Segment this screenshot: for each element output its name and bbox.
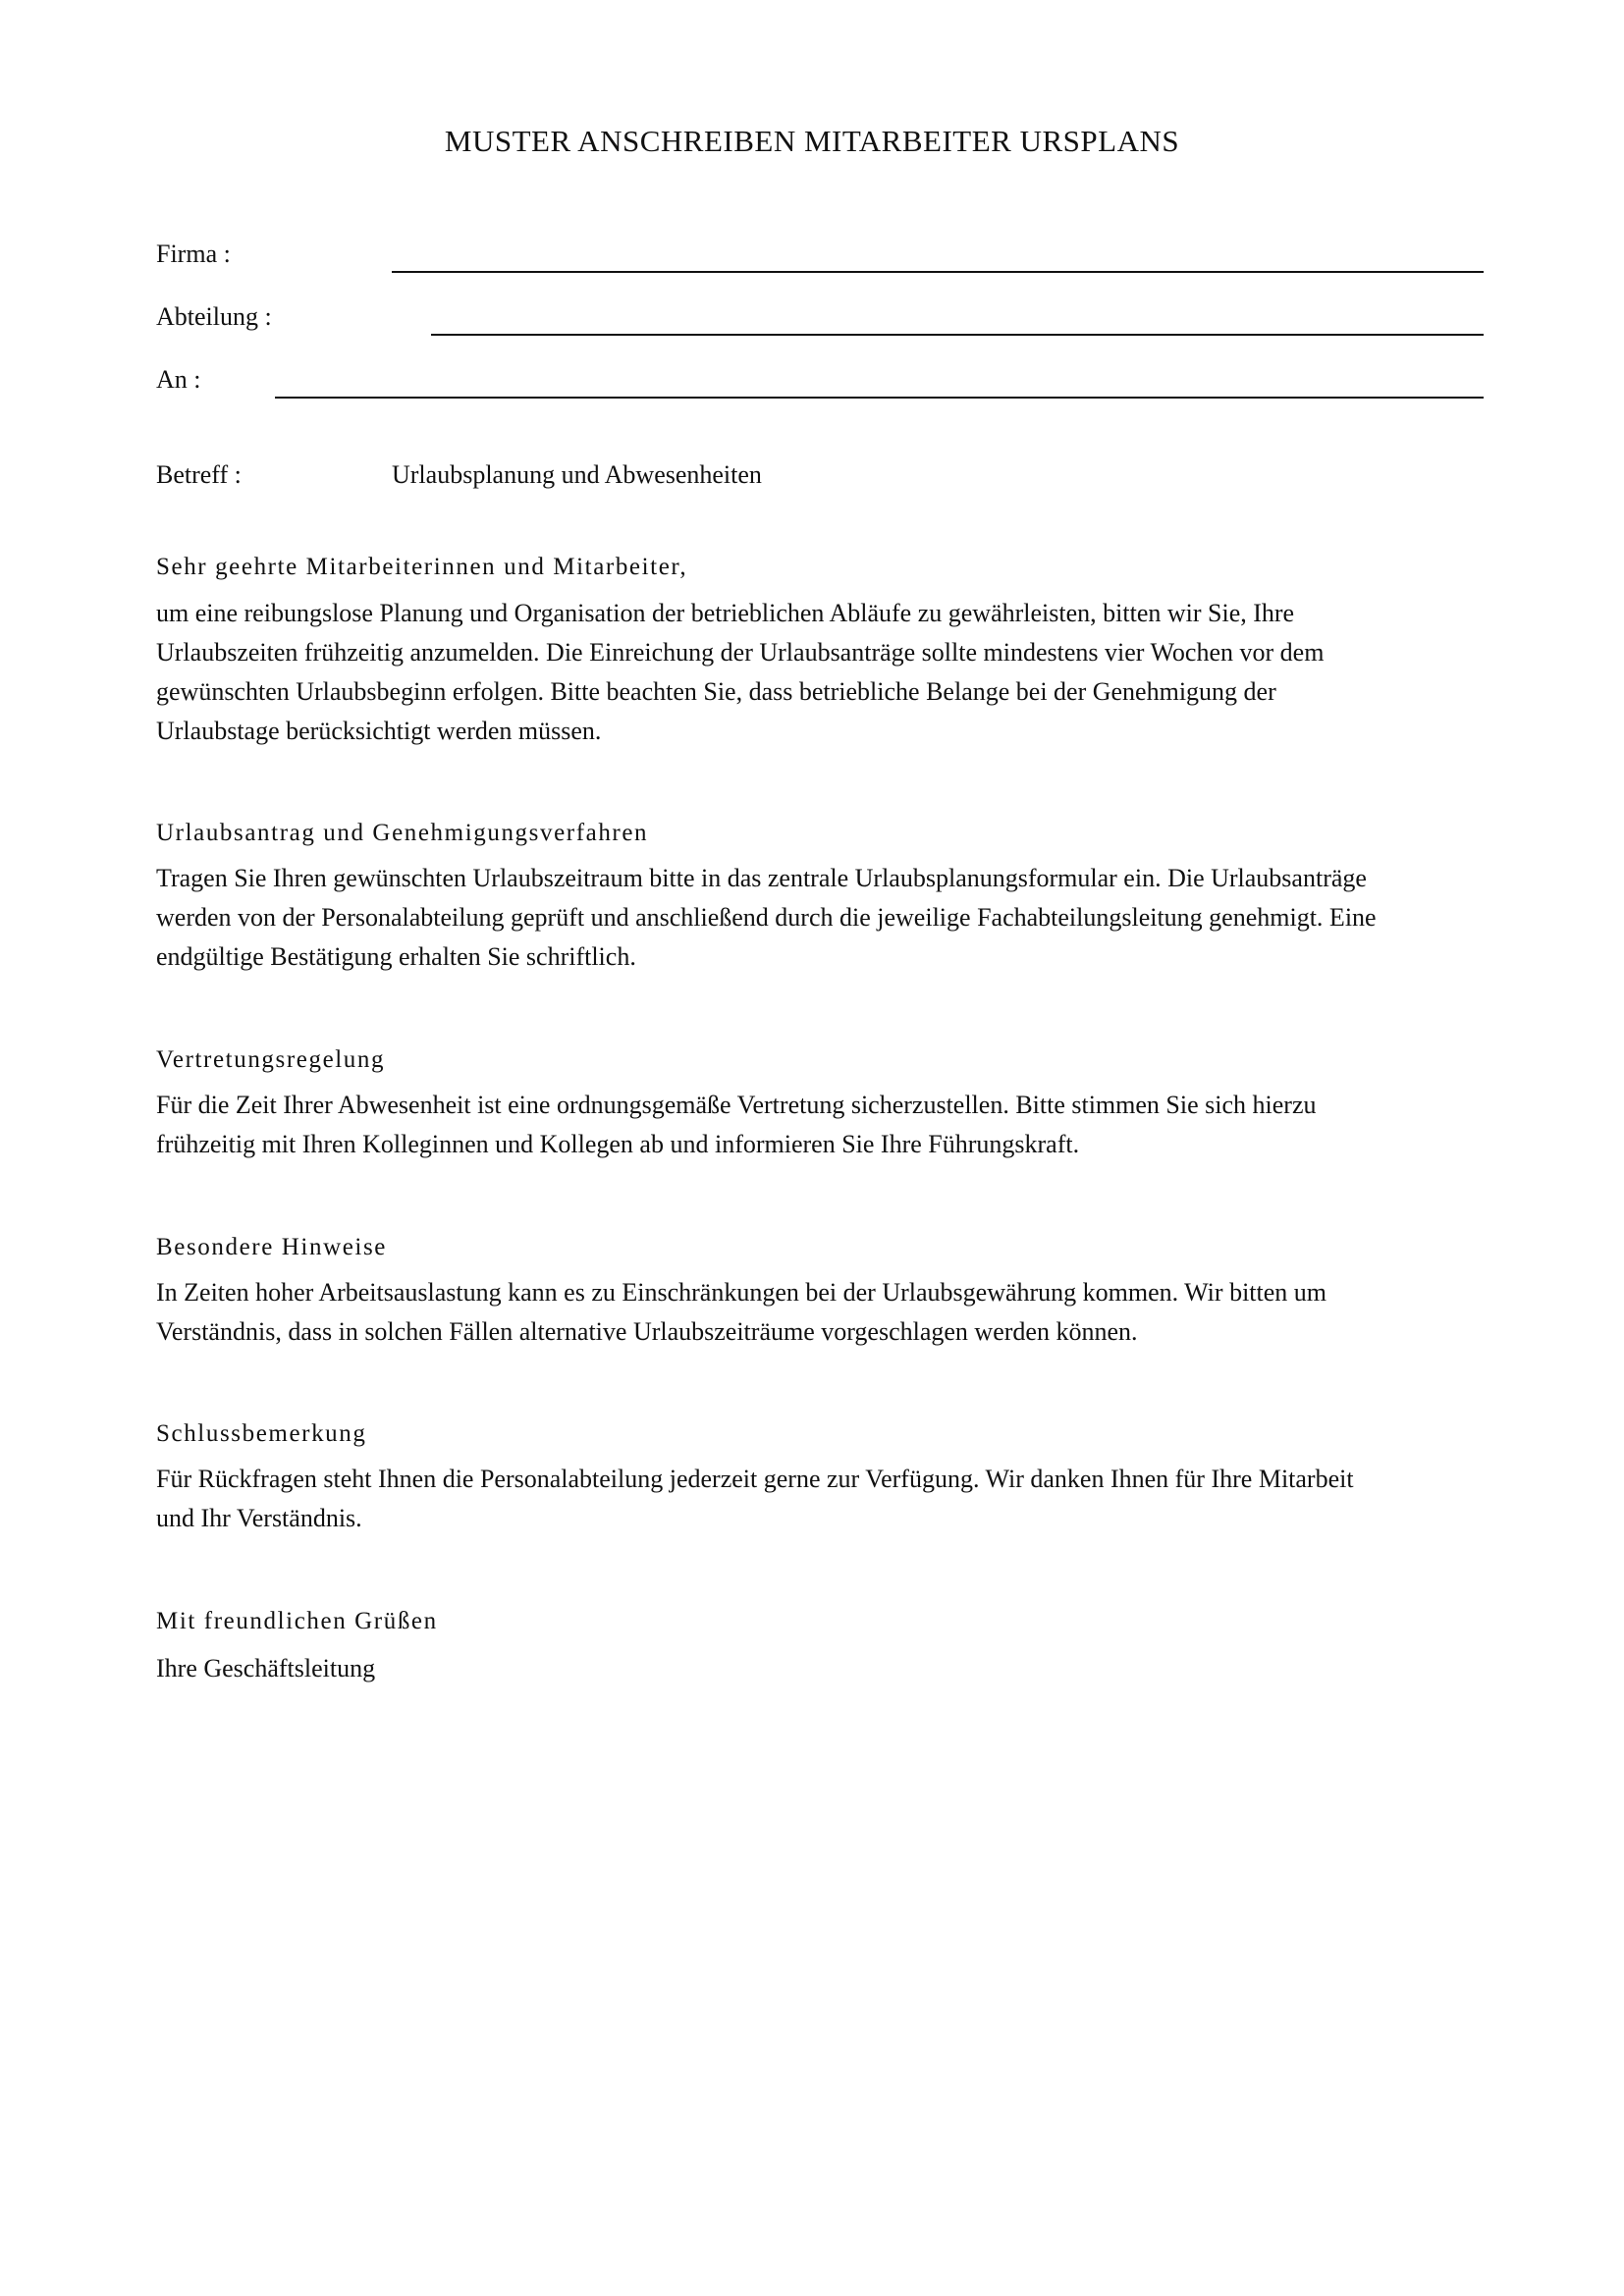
- an-field: [156, 365, 1484, 404]
- section-heading-urlaubsantrag: Urlaubsantrag und Genehmigungsverfahren: [156, 820, 649, 846]
- intro-line: Urlaubszeiten frühzeitig anzumelden. Die Einreichung der Urlaubsanträge sollte mindestens vier Wochen vor dem: [156, 638, 1325, 667]
- intro-line: um eine reibungslose Planung und Organisation der betrieblichen Abläufe zu gewährleisten, bitten wir Sie, Ihre: [156, 599, 1295, 627]
- paragraph-line: werden von der Personalabteilung geprüft und anschließend durch die jeweilige Fachabteilungsleitung genehmigt. Eine: [156, 903, 1377, 932]
- abteilung-input-line[interactable]: [431, 334, 1484, 336]
- document-title: MUSTER ANSCHREIBEN MITARBEITER URSPLANS: [444, 124, 1180, 158]
- closing-greeting: Mit freundlichen Grüßen: [156, 1608, 438, 1634]
- firma-label: Firma :: [156, 240, 231, 268]
- paragraph-line: endgültige Bestätigung erhalten Sie schriftlich.: [156, 942, 636, 971]
- an-label: An :: [156, 365, 201, 394]
- firma-field: [156, 240, 1484, 279]
- section-paragraph-vertretung: [156, 1086, 1491, 1164]
- firma-input-line[interactable]: [392, 271, 1484, 273]
- closing-signature: Ihre Geschäftsleitung: [156, 1654, 376, 1682]
- salutation: Sehr geehrte Mitarbeiterinnen und Mitarbeiter,: [156, 554, 688, 580]
- paragraph-line: Tragen Sie Ihren gewünschten Urlaubszeitraum bitte in das zentrale Urlaubsplanungsformular ein. Die Urlaubsanträge: [156, 864, 1367, 892]
- abteilung-label: Abteilung :: [156, 302, 272, 331]
- intro-line: gewünschten Urlaubsbeginn erfolgen. Bitte beachten Sie, dass betriebliche Belange bei der Genehmigung der: [156, 677, 1276, 706]
- paragraph-line: Für die Zeit Ihrer Abwesenheit ist eine ordnungsgemäße Vertretung sicherzustellen. Bitte stimmen Sie sich hierzu: [156, 1091, 1317, 1119]
- subject-label: Betreff :: [156, 460, 242, 489]
- paragraph-line: Verständnis, dass in solchen Fällen alternative Urlaubszeiträume vorgeschlagen werden können.: [156, 1317, 1138, 1346]
- abteilung-field: [156, 302, 1484, 342]
- section-heading-hinweise: Besondere Hinweise: [156, 1234, 387, 1260]
- section-paragraph-urlaubsantrag: [156, 859, 1491, 977]
- paragraph-line: frühzeitig mit Ihren Kolleginnen und Kollegen ab und informieren Sie Ihre Führungskraft.: [156, 1130, 1080, 1158]
- subject-value: Urlaubsplanung und Abwesenheiten: [392, 460, 762, 489]
- paragraph-line: und Ihr Verständnis.: [156, 1504, 362, 1532]
- section-paragraph-hinweise: [156, 1273, 1491, 1352]
- section-heading-schluss: Schlussbemerkung: [156, 1420, 367, 1447]
- paragraph-line: In Zeiten hoher Arbeitsauslastung kann es zu Einschränkungen bei der Urlaubsgewährung kommen. Wir bitten um: [156, 1278, 1327, 1307]
- an-input-line[interactable]: [275, 397, 1484, 399]
- intro-line: Urlaubstage berücksichtigt werden müssen.: [156, 717, 602, 745]
- section-heading-vertretung: Vertretungsregelung: [156, 1046, 386, 1073]
- section-paragraph-schluss: [156, 1460, 1491, 1538]
- paragraph-line: Für Rückfragen steht Ihnen die Personalabteilung jederzeit gerne zur Verfügung. Wir danken Ihnen für Ihre Mitarbeit: [156, 1465, 1354, 1493]
- intro-paragraph: [156, 594, 1491, 751]
